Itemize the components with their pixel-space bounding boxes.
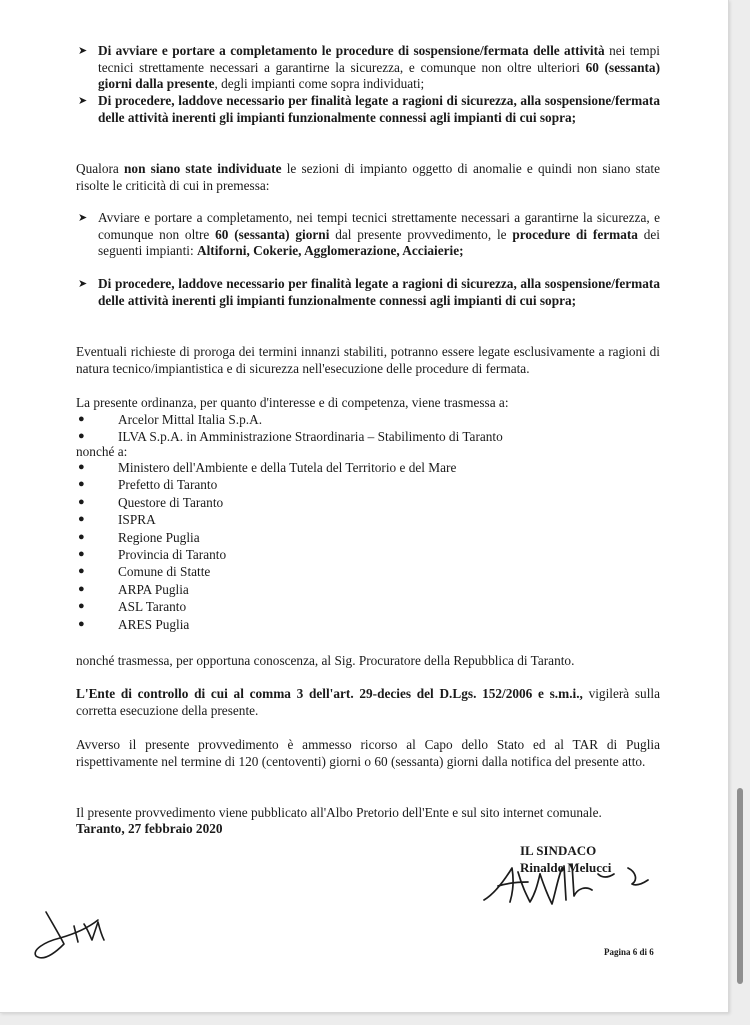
initials-signature	[30, 906, 120, 970]
bullet-text	[98, 210, 660, 258]
paragraph-procuratore: nonché trasmessa, per opportuna conoscenza, al Sig. Procuratore della Repubblica di Taranto.	[76, 653, 575, 668]
bullet-dot-icon: ●	[78, 530, 85, 543]
text-run: vigilerà sulla corretta esecuzione della presente.	[76, 686, 660, 718]
text-run: le sezioni di impianto oggetto di anomalie e quindi non siano state risolte le criticità di cui in premessa:	[76, 161, 660, 193]
recipient-text: Provincia di Taranto	[118, 546, 227, 562]
bold-text-run: 60 (sessanta) giorni	[215, 226, 330, 242]
bold-text-run: Di avviare e portare a completamento le procedure di sospensione/fermata delle attività	[98, 43, 605, 58]
paragraph-qualora	[76, 160, 660, 194]
recipient-text: ARPA Puglia	[118, 581, 189, 597]
paragraph-ricorso: Avverso il presente provvedimento è ammesso ricorso al Capo dello Stato ed al TAR di Puglia rispettivamente nel termine di 120 (centoventi) giorni o 60 (sessanta) giorni dalla notifica del presente atto.	[76, 737, 660, 769]
label-nonche: nonché a:	[76, 444, 128, 459]
text-run: , degli impianti come sopra individuati;	[214, 76, 425, 91]
recipient-item	[76, 546, 456, 563]
bullet-dot-icon: ●	[78, 617, 85, 630]
place-date: Taranto, 27 febbraio 2020	[76, 821, 223, 836]
paragraph-trasmessa: La presente ordinanza, per quanto d'interesse e di competenza, viene trasmessa a:	[76, 395, 509, 410]
recipient-item	[76, 511, 456, 528]
bullet-text	[98, 43, 660, 91]
bullet-dot-icon: ●	[78, 600, 85, 613]
recipient-item	[76, 529, 456, 546]
bullet-dot-icon: ●	[78, 413, 85, 425]
bullet-item	[78, 43, 660, 93]
bold-text-run: non siano state individuate	[124, 161, 282, 176]
bold-text-run: Altiforni, Cokerie, Agglomerazione, Acciaierie;	[196, 243, 464, 258]
bullet-dot-icon: ●	[78, 547, 85, 560]
bullet-text	[98, 93, 660, 125]
recipient-item	[76, 581, 456, 598]
bold-text-run: L'Ente di controllo di cui al comma 3 dell'art. 29-decies del D.Lgs. 152/2006 e s.m.i.,	[76, 686, 583, 701]
bullet-dot-icon: ●	[78, 582, 85, 595]
arrow-bullet-icon: ➤	[78, 45, 88, 57]
mayor-signature	[478, 848, 668, 910]
recipient-text: Arcelor Mittal Italia S.p.A.	[118, 412, 263, 427]
signatory-name: Rinaldo Melucci	[520, 860, 612, 875]
recipient-text: Prefetto di Taranto	[118, 477, 218, 493]
bold-text-run: Di procedere, laddove necessario per finalità legate a ragioni di sicurezza, alla sospensione/fermata delle attività inerenti gli impianti funzionalmente connessi agli impianti di cui sopra;	[98, 276, 660, 308]
recipient-text: Comune di Statte	[118, 564, 211, 580]
recipient-list-primary	[76, 411, 503, 446]
recipient-text: ILVA S.p.A. in Amministrazione Straordinaria – Stabilimento di Taranto	[118, 429, 503, 445]
bold-text-run: procedure di fermata	[512, 226, 638, 242]
recipient-list-secondary	[76, 459, 456, 633]
bullet-dot-icon: ●	[78, 478, 85, 491]
bullet-dot-icon: ●	[78, 461, 85, 473]
text-run: Qualora	[76, 161, 125, 176]
bullet-item	[78, 93, 660, 126]
recipient-text: Questore di Taranto	[118, 494, 224, 510]
recipient-item	[76, 411, 503, 428]
recipient-item	[76, 598, 456, 615]
recipient-text: ISPRA	[118, 512, 156, 528]
signatory-title: IL SINDACO	[520, 843, 597, 858]
paragraph-proroga: Eventuali richieste di proroga dei termini innanzi stabiliti, potranno essere legate esclusivamente a ragioni di natura tecnico/impiantistica e di sicurezza nell'esecuzione delle procedure di fermata.	[76, 344, 660, 376]
bullet-item	[78, 276, 660, 309]
paragraph-ente-controllo	[76, 685, 660, 719]
arrow-bullet-icon: ➤	[78, 278, 88, 290]
recipient-item	[76, 459, 456, 476]
paragraph-albo: Il presente provvedimento viene pubblicato all'Albo Pretorio dell'Ente e sul sito internet comunale.	[76, 805, 602, 820]
bullet-dot-icon: ●	[78, 430, 85, 443]
recipient-text: Ministero dell'Ambiente e della Tutela del Territorio e del Mare	[118, 460, 457, 475]
recipient-text: Regione Puglia	[118, 529, 200, 545]
text-run: nei tempi tecnici strettamente necessari a garantirne la sicurezza, e comunque non oltre ulteriori	[98, 43, 660, 75]
recipient-item	[76, 563, 456, 580]
text-run: dal presente provvedimento, le	[329, 226, 513, 242]
text-run: dei seguenti impianti:	[98, 226, 660, 258]
bold-text-run: Di procedere, laddove necessario per finalità legate a ragioni di sicurezza, alla sospensione/fermata delle attività inerenti gli impianti funzionalmente connessi agli impianti di cui sopra;	[98, 93, 660, 125]
recipient-item	[76, 616, 456, 633]
bold-text-run: 60 (sessanta) giorni dalla presente	[98, 59, 660, 91]
arrow-bullet-icon: ➤	[78, 95, 88, 107]
arrow-bullet-icon: ➤	[78, 212, 88, 224]
recipient-item	[76, 476, 456, 493]
bullet-text	[98, 276, 660, 308]
bullet-dot-icon: ●	[78, 495, 85, 508]
recipient-text: ARES Puglia	[118, 616, 190, 632]
text-run: Avviare e portare a completamento, nei tempi tecnici strettamente necessari a garantirne la sicurezza, e comunque non oltre	[98, 210, 660, 242]
bullet-dot-icon: ●	[78, 565, 85, 578]
recipient-item	[76, 494, 456, 511]
vertical-scrollbar[interactable]	[737, 788, 743, 984]
recipient-item	[76, 428, 503, 445]
recipient-text: ASL Taranto	[118, 599, 187, 615]
page-number: Pagina 6 di 6	[604, 947, 654, 957]
bullet-item	[78, 210, 660, 260]
bullet-dot-icon: ●	[78, 513, 85, 526]
